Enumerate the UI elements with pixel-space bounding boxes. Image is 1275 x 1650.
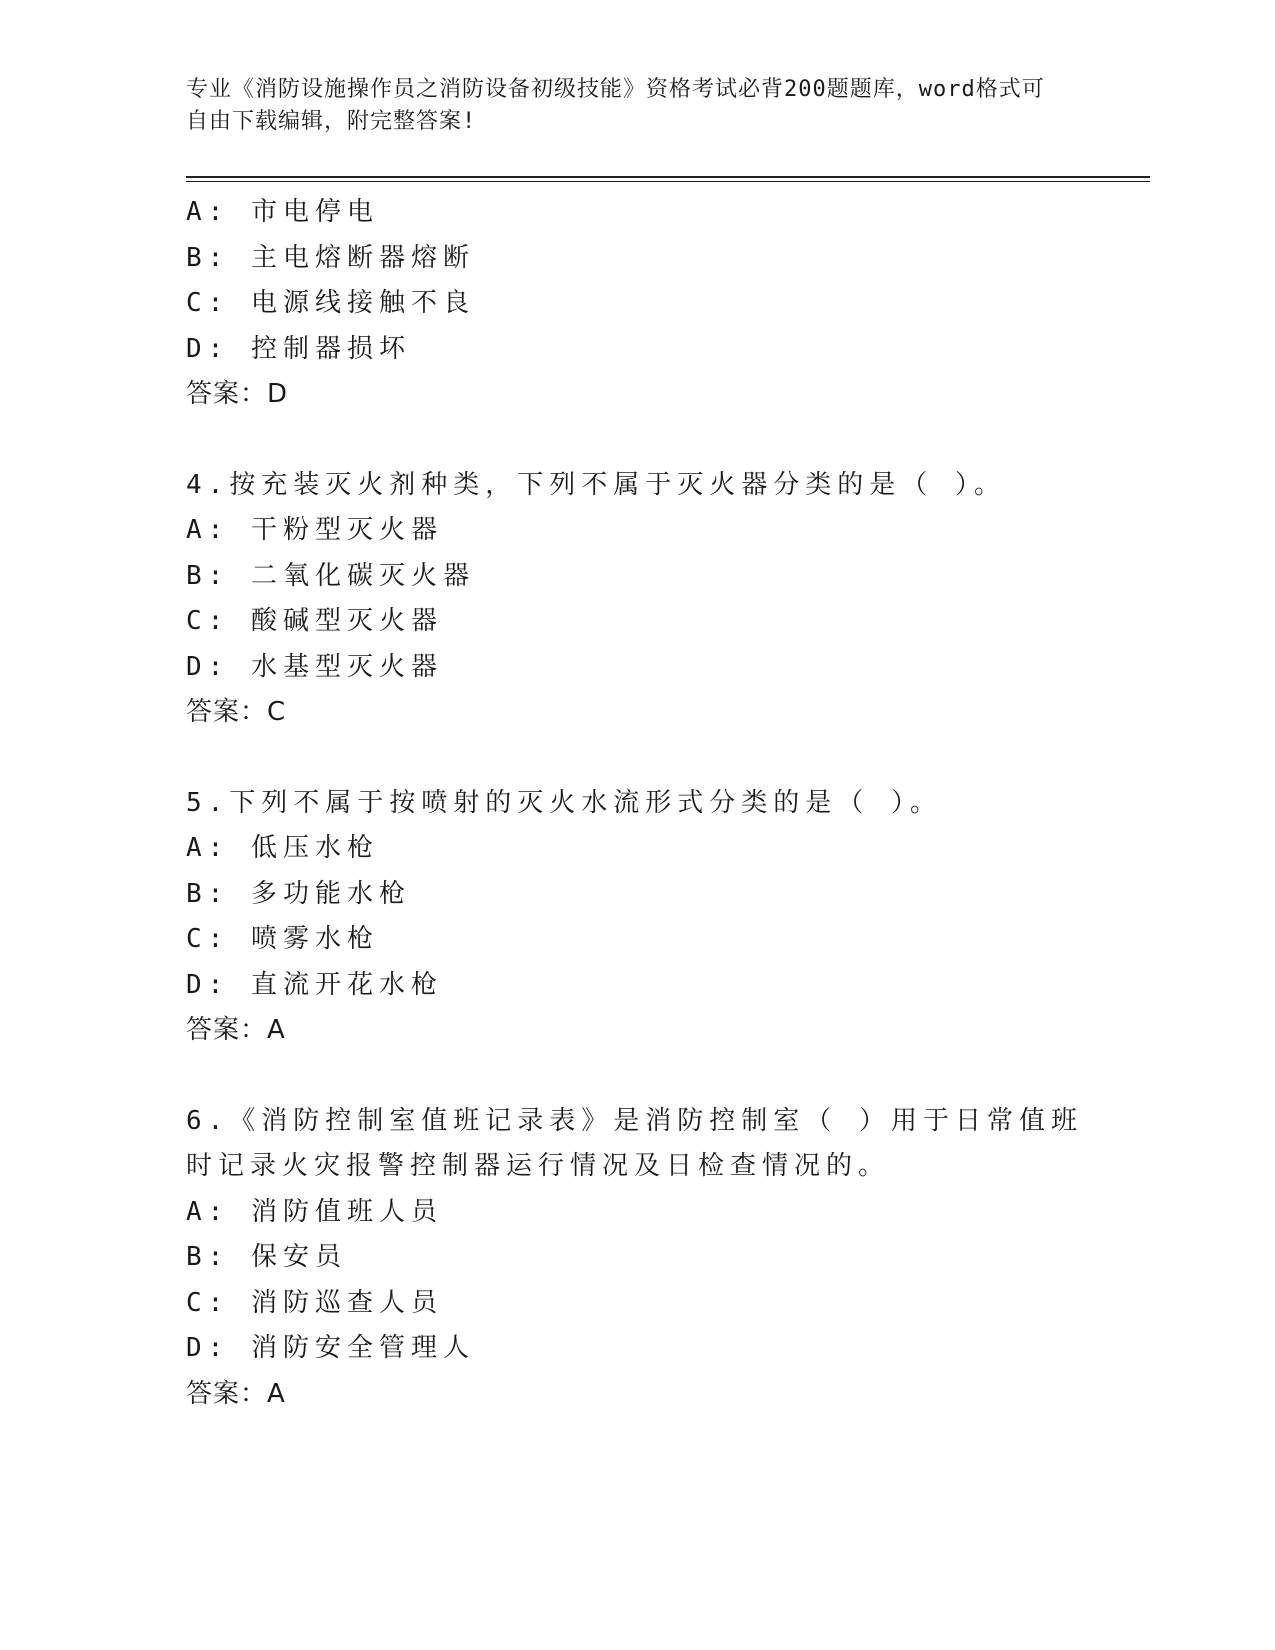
option-a: A: 低压水枪: [186, 833, 379, 863]
option-c: C: 酸碱型灭火器: [186, 606, 443, 636]
answer-label: 答案：A: [186, 1378, 286, 1409]
option-b: B: 二氧化碳灭火器: [186, 560, 475, 591]
question-list: [186, 190, 1106, 1417]
question-item: [186, 190, 1106, 418]
option-b: B: 主电熔断器熔断: [186, 242, 475, 273]
question-stem: 4.按充装灭火剂种类，下列不属于灭火器分类的是（ ）。: [186, 469, 1006, 500]
document-header: 专业《消防设施操作员之消防设备初级技能》资格考试必背200题题库，word格式可自由下载编辑，附完整答案!: [186, 77, 1045, 134]
question-item: [186, 1099, 1106, 1418]
answer-label: 答案：C: [186, 697, 287, 727]
header-divider-thick: [186, 176, 1150, 178]
option-d: D: 水基型灭火器: [186, 651, 443, 682]
option-a: A: 消防值班人员: [186, 1196, 443, 1227]
option-d: D: 直流开花水枪: [186, 969, 443, 1000]
question-item: [186, 781, 1106, 1054]
option-c: C: 消防巡查人员: [186, 1287, 443, 1318]
header-divider-thin: [186, 181, 1150, 182]
option-b: B: 多功能水枪: [186, 878, 411, 909]
option-b: B: 保安员: [186, 1242, 347, 1272]
option-d: D: 消防安全管理人: [186, 1333, 475, 1363]
option-c: C: 电源线接触不良: [186, 288, 475, 318]
question-stem: 6.《消防控制室值班记录表》是消防控制室（ ）用于日常值班时记录火灾报警控制器运行情况及日检查情况的。: [186, 1105, 1083, 1181]
option-a: A: 市电停电: [186, 197, 379, 227]
answer-label: 答案：A: [186, 1015, 286, 1045]
option-c: C: 喷雾水枪: [186, 924, 379, 954]
option-d: D: 控制器损坏: [186, 333, 411, 364]
option-a: A: 干粉型灭火器: [186, 515, 443, 545]
question-stem: 5.下列不属于按喷射的灭火水流形式分类的是（ ）。: [186, 787, 942, 818]
question-item: [186, 463, 1106, 736]
answer-label: 答案：D: [186, 379, 289, 409]
